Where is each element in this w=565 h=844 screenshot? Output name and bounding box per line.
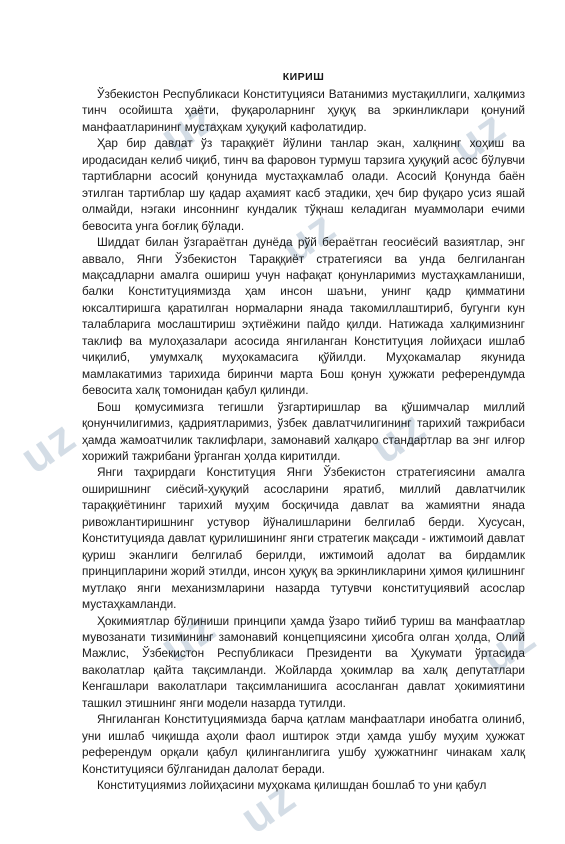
paragraph: Ўзбекистон Республикаси Конституцияси Ватанимиз мустақиллиги, халқимиз тинч осойишта ҳаёти, фуқароларнинг ҳуқуқ ва эркинликлари қонуний манфаатларининг мустаҳкам ҳуқуқий кафолатидир. [82,87,525,134]
paragraph: Янги таҳрирдаги Конституция Янги Ўзбекистон стратегиясини амалга оширишнинг сиёсий-ҳуқуқий асосларини яратиб, миллий давлатчилик тараққиётининг тарихий муҳим босқичида давлат ва жамиятни янада ривожлантиришнинг устувор йўналишларини белгилаб берди. Хусусан, Конституцияда давлат қурилишининг янги стратегик мақсади - ижтимоий давлат қуриш эканлиги белгилаб берилди, ижтимоий адолат ва бирдамлик принципларини жорий этилди, инсон ҳуқуқ ва эркинликларини ҳимоя қилишнинг мутлақо янги механизмларини назарда тутувчи конституциявий асослар мустаҳкамланди. [82,465,525,612]
document-page [82,70,525,793]
watermark: uz [230,769,306,844]
page-title: КИРИШ [282,71,325,83]
watermark: uz [470,609,546,684]
watermark: uz [150,599,226,674]
paragraph: Ҳокимиятлар бўлиниши принципи ҳамда ўзаро тийиб туриш ва манфаатлар мувозанати тизимининг замонавий концепциясини ҳисобга олган ҳолда, Олий Мажлис, Ўзбекистон Республикаси Президенти ва Ҳукумати ўртасида ваколатлар қайта тақсимланди. Жойларда ҳокимлар ва халқ депутатлари Кенгашлари ваколатлари тақсимланишига асосланган давлат ҳокимиятини ташкил этишнинг янги модели назарда тутилди. [82,613,525,710]
watermark: uz [270,199,346,274]
paragraph: Конституциямиз лойиҳасини муҳокама қилишдан бошлаб то уни қабул [97,778,487,793]
watermark: uz [10,409,86,484]
paragraph: Ҳар бир давлат ўз тараққиёт йўлини танлар экан, халқнинг хоҳиш ва иродасидан келиб чиқиб, тинч ва фаровон турмуш тарзига ҳуқуқий асос бўлувчи тартибларни асосий қонунида мустаҳкамлаб олади. Асосий Қонунда баён этилган тартиблар шу қадар аҳамият касб этадики, ҳеч бир фуқаро усиз яшай олмайди, нэгаки инсоннинг кундалик тўқнаш келадиган муаммолари ечими бевосита унга боғлиқ бўлади. [82,136,525,233]
paragraph: Янгиланган Конституциямизда барча қатлам манфаатлари инобатга олиниб, уни ишлаб чиқишда аҳоли фаол иштирок этди ҳамда ушбу муҳим ҳужжат референдум орқали қабул қилинганлигига ушбу ҳужжатнинг чинакам халқ Конституцияси бўлганидан далолат беради. [82,712,525,776]
paragraph: Бош қомусимизга тегишли ўзгартиришлар ва қўшимчалар миллий қонунчилигимиз, қадриятларимиз, ўзбек давлатчилигининг тарихий тажрибаси ҳамда жамоатчилик таклифлари, замонавий халқаро стандартлар ва энг илғор хорижий тажрибани ўрганган ҳолда киритилди. [82,399,525,463]
watermark: uz [150,89,226,164]
watermark: uz [360,399,436,474]
paragraph: Шиддат билан ўзгараётган дунёда рўй бераётган геосиёсий вазиятлар, энг аввало, Янги Ўзбекистон Тараққиёт стратегияси ва унда белгиланган мақсадларни амалга ошириш учун нафақат қонунларимиз мустаҳкамланиши, балки Конституциямизда ҳам инсон шаъни, унинг қадр қимматини юксалтиришга қаратилган нормаларни янада такомиллаштириб, бугунги кун талабларига мослаштириш эҳтиёжини пайдо қилди. Натижада халқимизнинг таклиф ва мулоҳазалари асосида янгиланган Конституция лойиҳаси ишлаб чиқилиб, умумхалқ муҳокамасига қўйилди. Муҳокамалар якунида мамлакатимиз тарихида биринчи марта Бош қонун ҳужжати референдумда бевосита халқ томонидан қабул қилинди. [82,235,525,398]
watermark: uz [440,99,516,174]
